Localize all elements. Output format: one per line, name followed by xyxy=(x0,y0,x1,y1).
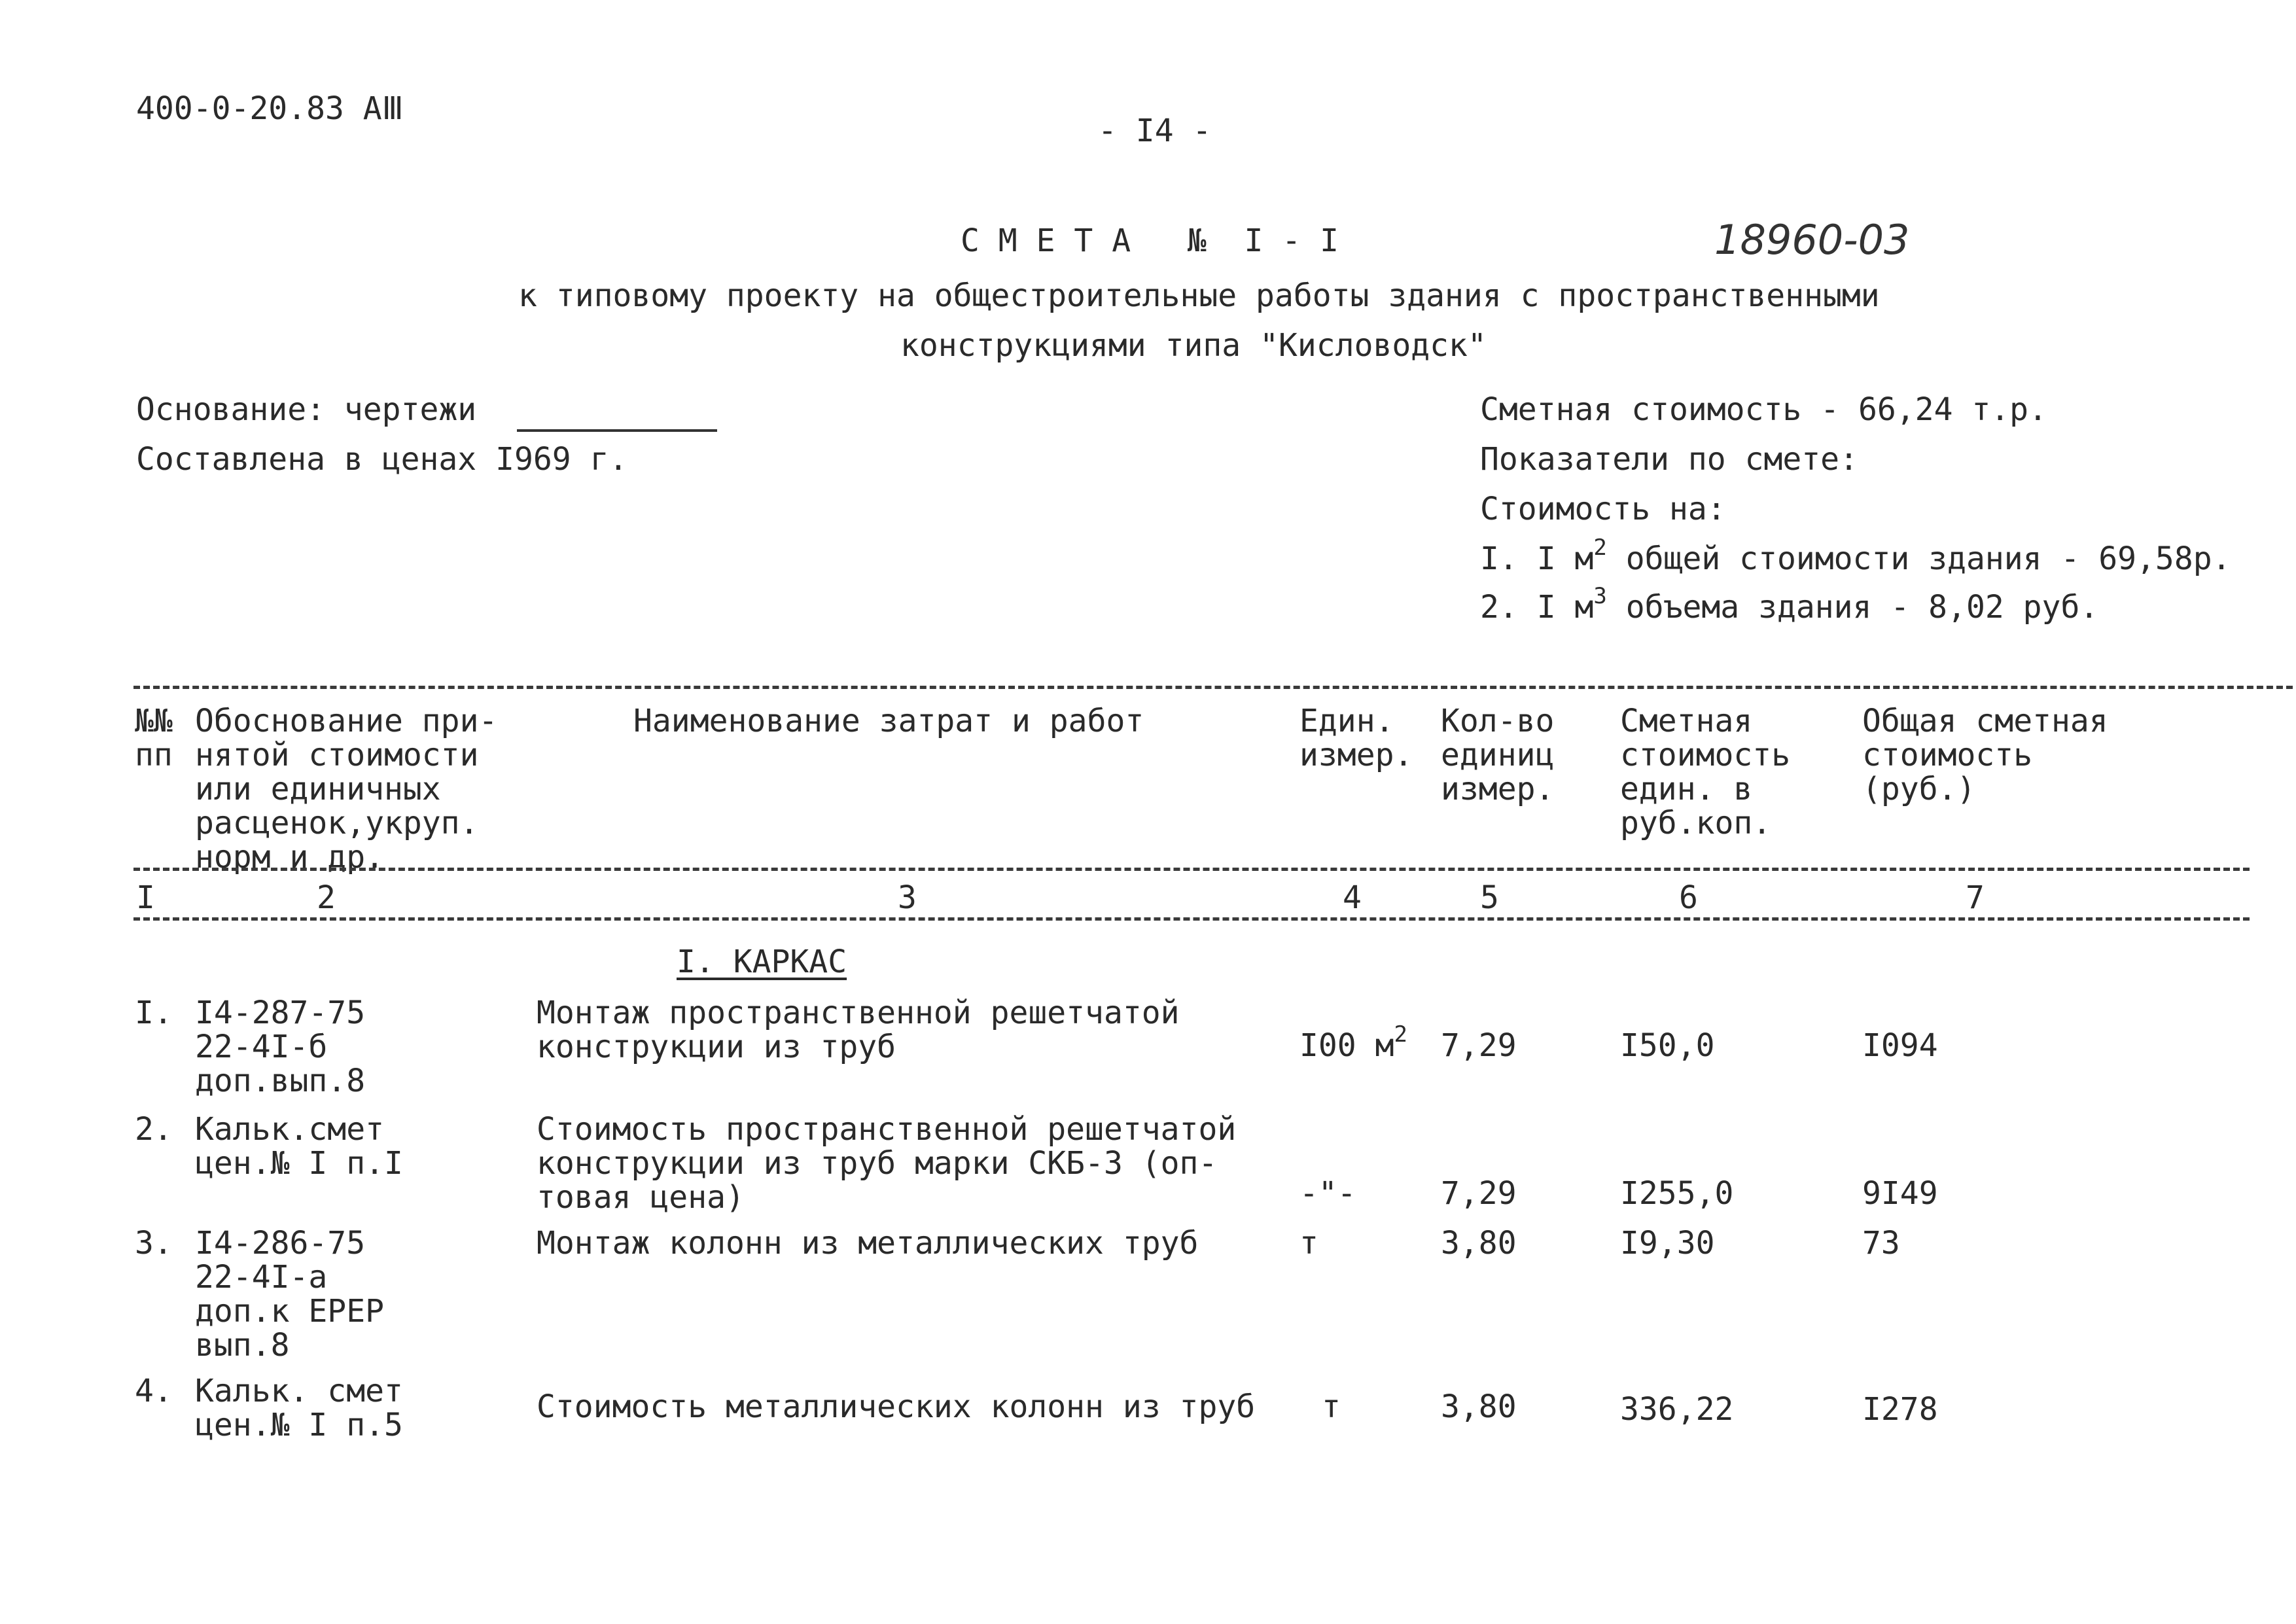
basis-blank-line xyxy=(517,429,717,432)
header-unit-cost: Сметная стоимость един. в руб.коп. xyxy=(1620,703,1791,841)
document-code: 400-0-20.83 АⅢ xyxy=(136,90,404,127)
row-3-total: 73 xyxy=(1862,1225,1900,1262)
col-num-7: 7 xyxy=(1966,879,1985,916)
row-2-unit: -"- xyxy=(1299,1175,1356,1212)
row-2-basis: Кальк.смет цен.№ I п.I xyxy=(195,1111,403,1182)
row-1-unit: I00 $м^2$ xyxy=(1299,1021,1407,1064)
row-3-quantity: 3,80 xyxy=(1441,1225,1517,1262)
row-4-name: Стоимость металлических колонн из труб xyxy=(537,1388,1256,1425)
row-3-unit: т xyxy=(1299,1225,1318,1262)
col-num-3: 3 xyxy=(898,879,917,916)
header-quantity: Кол-во единиц измер. xyxy=(1441,703,1555,807)
row-4-total: I278 xyxy=(1862,1391,1938,1428)
indicators-label: Показатели по смете: xyxy=(1480,441,1858,478)
row-4-unit: т xyxy=(1322,1388,1341,1425)
row-3-unit-cost: I9,30 xyxy=(1620,1225,1715,1262)
page-number: - I4 - xyxy=(1098,113,1212,149)
indicator-1: I. I $м^2$ общей стоимости здания - 69,58р. xyxy=(1480,535,2231,577)
col-num-4: 4 xyxy=(1343,879,1362,916)
row-2-number: 2. xyxy=(135,1111,173,1148)
row-4-quantity: 3,80 xyxy=(1441,1388,1517,1425)
row-4-unit-cost: 336,22 xyxy=(1620,1391,1734,1428)
subtitle-line-2: конструкциями типа "Кисловодск" xyxy=(900,327,1487,364)
column-numbers-rule xyxy=(133,917,2250,921)
row-4-basis: Кальк. смет цен.№ I п.5 xyxy=(195,1373,403,1443)
col-num-1: I xyxy=(136,879,155,916)
section-title: I. КАРКАС xyxy=(677,944,847,980)
row-2-name: Стоимость пространственной решетчатой конструкции из труб марки СКБ-3 (оп- товая цена) xyxy=(537,1111,1237,1216)
row-3-basis: I4-286-75 22-4I-а доп.к ЕРЕР вып.8 xyxy=(195,1225,384,1364)
col-num-6: 6 xyxy=(1679,879,1698,916)
estimated-cost: Сметная стоимость - 66,24 т.р. xyxy=(1480,391,2047,428)
cost-per-label: Стоимость на: xyxy=(1480,491,1726,527)
row-1-quantity: 7,29 xyxy=(1441,1027,1517,1064)
row-1-total: I094 xyxy=(1862,1027,1938,1064)
row-1-number: I. xyxy=(135,995,173,1031)
row-2-quantity: 7,29 xyxy=(1441,1175,1517,1212)
header-no: №№ пп xyxy=(135,703,173,773)
table-top-rule xyxy=(133,686,2293,689)
header-unit: Един. измер. xyxy=(1299,703,1413,773)
row-2-total: 9I49 xyxy=(1862,1175,1938,1212)
row-1-unit-cost: I50,0 xyxy=(1620,1027,1715,1064)
basis-label: Основание: чертежи xyxy=(136,391,477,428)
header-basis: Обоснование при- нятой стоимости или единичных расценок,укруп. норм и др. xyxy=(195,703,498,875)
row-4-number: 4. xyxy=(135,1373,173,1409)
col-num-2: 2 xyxy=(317,879,336,916)
row-3-name: Монтаж колонн из металлических труб xyxy=(537,1225,1199,1262)
row-2-unit-cost: I255,0 xyxy=(1620,1175,1734,1212)
row-1-basis: I4-287-75 22-4I-б доп.вып.8 xyxy=(195,995,366,1099)
prices-label: Составлена в ценах I969 г. xyxy=(136,441,628,478)
indicator-2: 2. I $м^3$ объема здания - 8,02 руб. xyxy=(1480,583,2099,626)
header-bottom-rule xyxy=(133,868,2250,871)
col-num-5: 5 xyxy=(1480,879,1499,916)
header-name: Наименование затрат и работ xyxy=(633,703,1144,739)
smeta-title: С М Е Т А № I - I xyxy=(961,222,1339,259)
row-3-number: 3. xyxy=(135,1225,173,1262)
subtitle-line-1: к типовому проекту на общестроительные работы здания с пространственными xyxy=(518,277,1880,314)
handwritten-number: 18960-03 xyxy=(1714,216,1910,264)
header-total-cost: Общая сметная стоимость (руб.) xyxy=(1862,703,2108,807)
row-1-name: Монтаж пространственной решетчатой конструкции из труб xyxy=(537,995,1180,1065)
